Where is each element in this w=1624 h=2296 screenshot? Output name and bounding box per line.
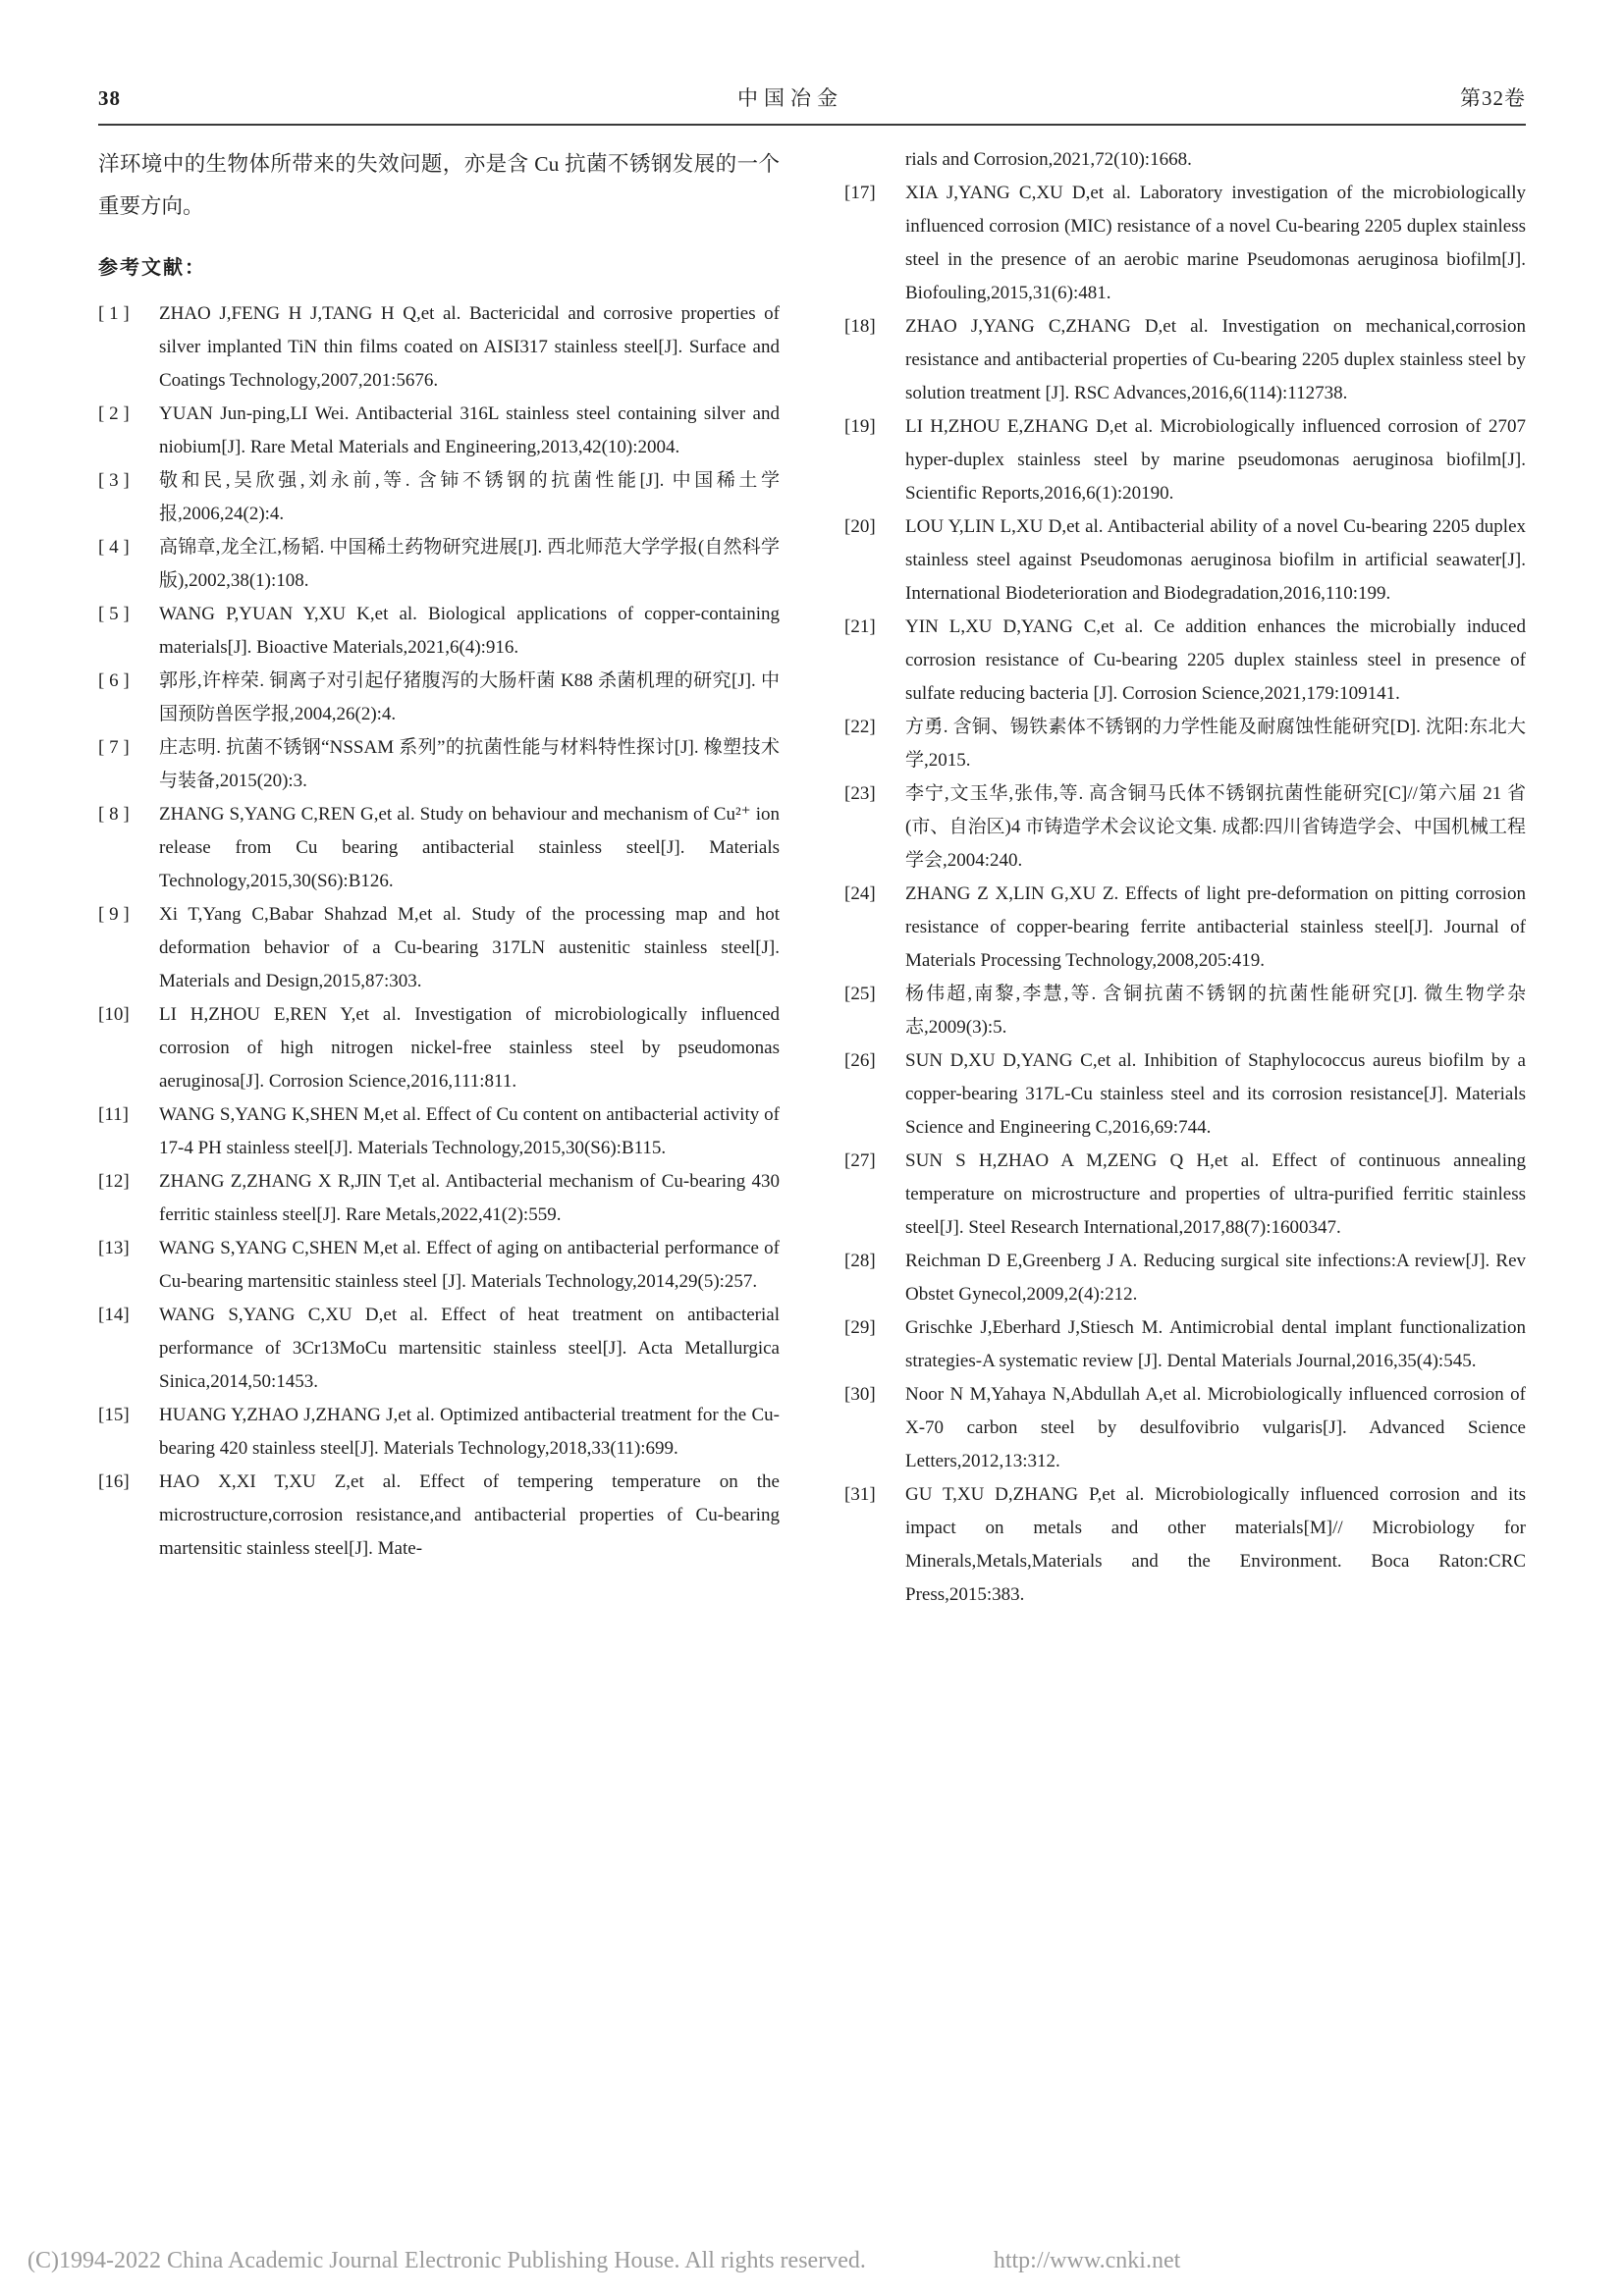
reference-label: [26] (844, 1050, 876, 1071)
reference-text: GU T,XU D,ZHANG P,et al. Microbiologically influenced corrosion and its impact on metals and other materials[M]// Microbiology for Minerals,Metals,Materials and the Environment. Boca Raton:CRC Press,2015:383. (905, 1484, 1526, 1605)
reference-text: HAO X,XI T,XU Z,et al. Effect of tempering temperature on the microstructure,corrosion resistance,and antibacterial properties of Cu-bearing martensitic stainless steel[J]. Mate- (159, 1471, 780, 1559)
reference-item (844, 1311, 1526, 1378)
reference-label: [31] (844, 1484, 876, 1505)
reference-item (98, 598, 780, 665)
reference-label: [18] (844, 316, 876, 337)
reference-text: SUN S H,ZHAO A M,ZENG Q H,et al. Effect of continuous annealing temperature on microstructure and properties of ultra-purified ferritic stainless steel[J]. Steel Research International,2017,88(7):1600347. (905, 1150, 1526, 1238)
journal-title: 中国冶金 (737, 86, 843, 110)
reference-text: YIN L,XU D,YANG C,et al. Ce addition enhances the microbially induced corrosion resistance of Cu-bearing 2205 duplex stainless steel in presence of sulfate reducing bacteria [J]. Corrosion Science,2021,179:109141. (905, 616, 1526, 704)
references-list-left (98, 297, 780, 1566)
volume-label: 第32卷 (1460, 86, 1526, 110)
left-column (98, 143, 780, 1612)
reference-item (844, 978, 1526, 1044)
reference-item (844, 1044, 1526, 1145)
reference-item (844, 410, 1526, 510)
reference-label: [28] (844, 1251, 876, 1271)
reference-item (844, 1145, 1526, 1245)
footer-copyright: (C)1994-2022 China Academic Journal Electronic Publishing House. All rights reserved. (27, 2248, 866, 2273)
reference-item (844, 1478, 1526, 1612)
reference-item (844, 711, 1526, 777)
reference-text: WANG S,YANG C,SHEN M,et al. Effect of aging on antibacterial performance of Cu-bearing martensitic stainless steel [J]. Materials Technology,2014,29(5):257. (159, 1238, 780, 1292)
reference-text: ZHANG Z X,LIN G,XU Z. Effects of light pre-deformation on pitting corrosion resistance of copper-bearing ferrite antibacterial stainless steel[J]. Journal of Materials Processing Technology,2008,205:419. (905, 883, 1526, 971)
reference-label: [ 4 ] (98, 537, 130, 558)
reference-item (98, 1299, 780, 1399)
reference-text: SUN D,XU D,YANG C,et al. Inhibition of Staphylococcus aureus biofilm by a copper-bearing 317L-Cu stainless steel and its corrosion resistance[J]. Materials Science and Engineering C,2016,69:744. (905, 1050, 1526, 1138)
reference-text: 方勇. 含铜、锡铁素体不锈钢的力学性能及耐腐蚀性能研究[D]. 沈阳:东北大学,2015. (905, 717, 1526, 771)
reference-text: ZHAO J,FENG H J,TANG H Q,et al. Bactericidal and corrosive properties of silver implanted TiN thin films coated on AISI317 stainless steel[J]. Surface and Coatings Technology,2007,201:5676. (159, 303, 780, 391)
reference-text: 庄志明. 抗菌不锈钢“NSSAM 系列”的抗菌性能与材料特性探讨[J]. 橡塑技术与装备,2015(20):3. (159, 737, 780, 791)
reference-item (844, 611, 1526, 711)
reference-item (98, 398, 780, 464)
reference-item (98, 1165, 780, 1232)
reference-text: rials and Corrosion,2021,72(10):1668. (905, 149, 1192, 170)
reference-label: [23] (844, 783, 876, 804)
reference-label: [15] (98, 1405, 130, 1425)
reference-text: LI H,ZHOU E,ZHANG D,et al. Microbiologically influenced corrosion of 2707 hyper-duplex stainless steel by marine pseudomonas aeruginosa biofilm[J]. Scientific Reports,2016,6(1):20190. (905, 416, 1526, 504)
reference-label: [25] (844, 984, 876, 1004)
reference-item (98, 898, 780, 998)
reference-label: [29] (844, 1317, 876, 1338)
reference-label: [13] (98, 1238, 130, 1258)
reference-text: WANG S,YANG C,XU D,et al. Effect of heat treatment on antibacterial performance of 3Cr13MoCu martensitic stainless steel[J]. Acta Metallurgica Sinica,2014,50:1453. (159, 1305, 780, 1392)
page-footer (27, 2248, 1597, 2274)
reference-text: ZHANG Z,ZHANG X R,JIN T,et al. Antibacterial mechanism of Cu-bearing 430 ferritic stainless steel[J]. Rare Metals,2022,41(2):559. (159, 1171, 780, 1225)
references-list-right (844, 143, 1526, 1612)
reference-item (98, 665, 780, 731)
reference-item (98, 1098, 780, 1165)
reference-label: [ 5 ] (98, 604, 130, 624)
page-body (98, 143, 1526, 1612)
references-heading: 参考文献： (98, 257, 206, 279)
reference-label: [10] (98, 1004, 130, 1025)
reference-text: XIA J,YANG C,XU D,et al. Laboratory investigation of the microbiologically influenced corrosion (MIC) resistance of a novel Cu-bearing 2205 duplex stainless steel in the presence of an aerobic marine Pseudomonas aeruginosa biofilm[J]. Biofouling,2015,31(6):481. (905, 183, 1526, 303)
reference-label: [ 9 ] (98, 904, 130, 925)
reference-text: WANG P,YUAN Y,XU K,et al. Biological applications of copper-containing materials[J]. Bioactive Materials,2021,6(4):916. (159, 604, 780, 658)
reference-text: Noor N M,Yahaya N,Abdullah A,et al. Microbiologically influenced corrosion of X-70 carbon steel by desulfovibrio vulgaris[J]. Advanced Science Letters,2012,13:312. (905, 1384, 1526, 1471)
reference-text: LI H,ZHOU E,REN Y,et al. Investigation of microbiologically influenced corrosion of high nitrogen nickel-free stainless steel by pseudomonas aeruginosa[J]. Corrosion Science,2016,111:811. (159, 1004, 780, 1092)
reference-text: ZHAO J,YANG C,ZHANG D,et al. Investigation on mechanical,corrosion resistance and antibacterial properties of Cu-bearing 2205 duplex stainless steel by solution treatment [J]. RSC Advances,2016,6(114):112738. (905, 316, 1526, 403)
reference-text: YUAN Jun-ping,LI Wei. Antibacterial 316L stainless steel containing silver and niobium[J]. Rare Metal Materials and Engineering,2013,42(10):2004. (159, 403, 780, 457)
reference-text: HUANG Y,ZHAO J,ZHANG J,et al. Optimized antibacterial treatment for the Cu-bearing 420 stainless steel[J]. Materials Technology,2018,33(11):699. (159, 1405, 780, 1459)
reference-item (98, 731, 780, 798)
reference-item (98, 1466, 780, 1566)
reference-text: 杨伟超,南黎,李慧,等. 含铜抗菌不锈钢的抗菌性能研究[J]. 微生物学杂志,2009(3):5. (905, 984, 1526, 1038)
reference-item (844, 310, 1526, 410)
reference-item (98, 1399, 780, 1466)
reference-item (844, 177, 1526, 310)
reference-label: [11] (98, 1104, 129, 1125)
reference-item (98, 297, 780, 398)
reference-item (844, 143, 1526, 177)
reference-text: 高锦章,龙全江,杨韬. 中国稀土药物研究进展[J]. 西北师范大学学报(自然科学版),2002,38(1):108. (159, 537, 780, 591)
page-number: 38 (98, 86, 121, 110)
reference-item (844, 510, 1526, 611)
page-header (98, 82, 1526, 126)
reference-label: [17] (844, 183, 876, 203)
right-column (844, 143, 1526, 1612)
reference-text: LOU Y,LIN L,XU D,et al. Antibacterial ability of a novel Cu-bearing 2205 duplex stainless steel against Pseudomonas aeruginosa biofilm in artificial seawater[J]. International Biodeterioration and Biodegradation,2016,110:199. (905, 516, 1526, 604)
reference-item (98, 464, 780, 531)
reference-label: [ 2 ] (98, 403, 130, 424)
reference-label: [ 7 ] (98, 737, 130, 758)
reference-label: [27] (844, 1150, 876, 1171)
reference-text: WANG S,YANG K,SHEN M,et al. Effect of Cu content on antibacterial activity of 17-4 PH stainless steel[J]. Materials Technology,2015,30(S6):B115. (159, 1104, 780, 1158)
reference-label: [20] (844, 516, 876, 537)
reference-text: ZHANG S,YANG C,REN G,et al. Study on behaviour and mechanism of Cu²⁺ ion release from Cu bearing antibacterial stainless steel[J]. Materials Technology,2015,30(S6):B126. (159, 804, 780, 891)
reference-item (844, 1245, 1526, 1311)
reference-item (844, 878, 1526, 978)
reference-label: [ 6 ] (98, 670, 130, 691)
reference-label: [21] (844, 616, 876, 637)
reference-text: Grischke J,Eberhard J,Stiesch M. Antimicrobial dental implant functionalization strategies-A systematic review [J]. Dental Materials Journal,2016,35(4):545. (905, 1317, 1526, 1371)
reference-label: [ 8 ] (98, 804, 130, 825)
reference-label: [14] (98, 1305, 130, 1325)
reference-item (98, 798, 780, 898)
reference-text: 李宁,文玉华,张伟,等. 高含铜马氏体不锈钢抗菌性能研究[C]//第六届 21 省(市、自治区)4 市铸造学术会议论文集. 成都:四川省铸造学会、中国机械工程学会,2004:240. (905, 783, 1526, 871)
reference-label: [24] (844, 883, 876, 904)
reference-label: [22] (844, 717, 876, 737)
intro-paragraph: 洋环境中的生物体所带来的失效问题，亦是含 Cu 抗菌不锈钢发展的一个重要方向。 (98, 152, 780, 218)
reference-text: Xi T,Yang C,Babar Shahzad M,et al. Study of the processing map and hot deformation behavior of a Cu-bearing 317LN austenitic stainless steel[J]. Materials and Design,2015,87:303. (159, 904, 780, 991)
reference-label (844, 143, 905, 177)
reference-label: [30] (844, 1384, 876, 1405)
reference-item (98, 998, 780, 1098)
reference-text: 郭彤,许梓荣. 铜离子对引起仔猪腹泻的大肠杆菌 K88 杀菌机理的研究[J]. 中国预防兽医学报,2004,26(2):4. (159, 670, 780, 724)
footer-url: http://www.cnki.net (993, 2248, 1181, 2273)
reference-item (98, 1232, 780, 1299)
reference-label: [ 3 ] (98, 470, 130, 491)
reference-label: [19] (844, 416, 876, 437)
reference-label: [ 1 ] (98, 303, 130, 324)
reference-text: 敬和民,吴欣强,刘永前,等. 含铈不锈钢的抗菌性能[J]. 中国稀土学报,2006,24(2):4. (159, 470, 780, 524)
reference-item (98, 531, 780, 598)
reference-item (844, 777, 1526, 878)
reference-text: Reichman D E,Greenberg J A. Reducing surgical site infections:A review[J]. Rev Obstet Gynecol,2009,2(4):212. (905, 1251, 1526, 1305)
reference-label: [16] (98, 1471, 130, 1492)
reference-label: [12] (98, 1171, 130, 1192)
reference-item (844, 1378, 1526, 1478)
